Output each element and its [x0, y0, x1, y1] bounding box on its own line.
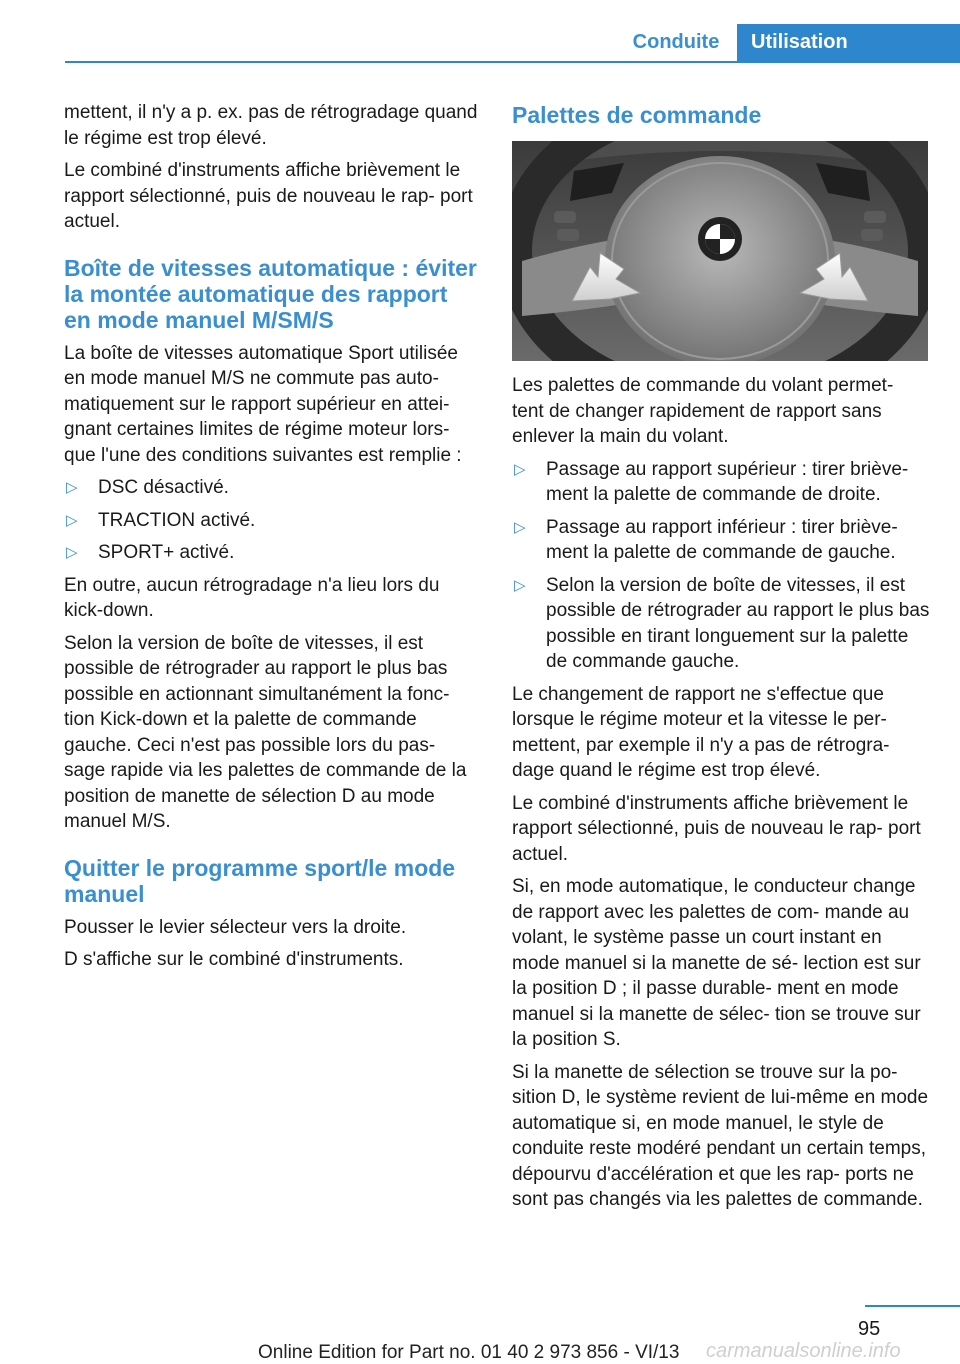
- paragraph: Pousser le levier sélecteur vers la droite.: [64, 916, 407, 938]
- tab-conduite[interactable]: Conduite: [632, 31, 720, 53]
- paragraph: Le combiné d'instruments affiche brièvement le rapport sélectionné, puis de nouveau le rap‐ port actuel.: [64, 160, 473, 232]
- left-column: [64, 100, 479, 980]
- triangle-bullet-icon: ▷: [514, 460, 526, 478]
- paragraph: D s'affiche sur le combiné d'instruments.: [64, 949, 404, 970]
- paddle-list: [512, 457, 930, 675]
- section-heading: Quitter le programme sport/le mode manuel: [64, 854, 456, 907]
- triangle-bullet-icon: ▷: [66, 544, 78, 561]
- edition-footer: Online Edition for Part no. 01 40 2 973 856 - VI/13: [258, 1342, 680, 1363]
- paragraph: Si, en mode automatique, le conducteur change de rapport avec les palettes de com‐ mande au volant, le système passe un court instant en mode manuel si la manette de sé‐ lection est sur la position D ; il passe durable‐ ment en mode manuel si la manette de sélec‐ tion se trouve sur la position S.: [512, 876, 921, 1050]
- header-rule: [65, 61, 960, 63]
- list-item: ▷ Passage au rapport inférieur : tirer briève‐ ment la palette de commande de gauche.: [514, 516, 898, 563]
- paragraph: La boîte de vitesses automatique Sport utilisée en mode manuel M/S ne commute pas auto‐ matiquement sur le rapport supérieur en attei‐ gnant certaines limites de régime moteur lors‐ que l'une des conditions suivantes est remplie :: [64, 342, 462, 466]
- list-item: ▷ DSC désactivé.: [64, 475, 479, 501]
- list-item: ▷ Selon la version de boîte de vitesses, il est possible de rétrograder au rapport le plus bas possible en tirant longuement sur la palette de commande gauche.: [514, 574, 930, 672]
- triangle-bullet-icon: ▷: [66, 479, 78, 496]
- paragraph: Selon la version de boîte de vitesses, il est possible de rétrograder au rapport le plus bas possible en actionnant simultanément la fonc‐ tion Kick-down et la palette de commande gauche. Ceci n'est pas possible lors du pas‐ sage rapide via les palettes de commande de la position de manette de sélection D au mode manuel M/S.: [64, 632, 467, 832]
- section-heading: Palettes de commande: [512, 102, 762, 128]
- steering-wheel-illustration: [512, 141, 928, 361]
- tab-utilisation[interactable]: Utilisation: [737, 24, 960, 61]
- paragraph: Le combiné d'instruments affiche brièvement le rapport sélectionné, puis de nouveau le rap‐ port actuel.: [512, 792, 921, 865]
- section-heading: Boîte de vitesses automatique : éviter la montée automatique des rapport en mode manuel M/SM/S: [64, 254, 477, 333]
- triangle-bullet-icon: ▷: [514, 576, 526, 594]
- list-item: ▷ TRACTION activé.: [64, 508, 479, 534]
- list-item: ▷ SPORT+ activé.: [64, 540, 479, 566]
- paragraph: Le changement de rapport ne s'effectue que lorsque le régime moteur et la vitesse le per‐ mettent, par exemple il n'y a pas de rétrogra‐ dage quand le régime est trop élevé.: [512, 683, 890, 781]
- triangle-bullet-icon: ▷: [66, 511, 78, 529]
- header-tabs: [615, 24, 960, 61]
- page-number: 95: [858, 1318, 881, 1340]
- paragraph: Si la manette de sélection se trouve sur la po‐ sition D, le système revient de lui-même en mode automatique si, en mode manuel, le style de conduite reste modéré pendant un certain temps, dépourvu d'accélération et que les rap‐ ports ne sont pas changés via les palettes de commande.: [512, 1061, 929, 1210]
- paragraph: Les palettes de commande du volant permet‐ tent de changer rapidement de rapport sans enlever la main du volant.: [512, 375, 894, 447]
- footer-rule: [865, 1305, 960, 1307]
- condition-list: [64, 475, 479, 566]
- paragraph: En outre, aucun rétrogradage n'a lieu lors du kick-down.: [64, 574, 440, 621]
- triangle-bullet-icon: ▷: [514, 518, 526, 536]
- watermark: carmanualsonline.info: [706, 1340, 901, 1362]
- list-item: ▷ Passage au rapport supérieur : tirer briève‐ ment la palette de commande de droite.: [514, 458, 909, 505]
- right-column: [512, 102, 930, 1220]
- steering-wheel-figure: [512, 141, 928, 361]
- paragraph: mettent, il n'y a p. ex. pas de rétrogradage quand le régime est trop élevé.: [64, 102, 478, 149]
